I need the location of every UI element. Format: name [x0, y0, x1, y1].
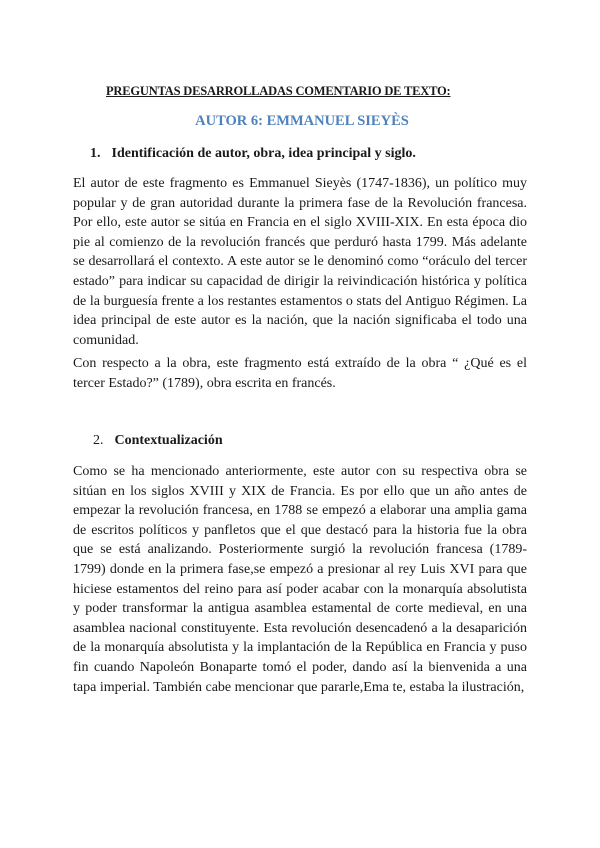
- section-2-heading: [93, 433, 223, 449]
- section-2-title: Contextualización: [114, 433, 223, 448]
- section-2-number: 2.: [93, 433, 104, 448]
- section-1-title: Identificación de autor, obra, idea principal y siglo.: [111, 146, 416, 161]
- main-title: PREGUNTAS DESARROLLADAS COMENTARIO DE TEXTO:: [106, 84, 451, 98]
- author-title: AUTOR 6: EMMANUEL SIEYÈS: [195, 113, 409, 129]
- section-2-paragraph-1: Como se ha mencionado anteriormente, este autor con su respectiva obra se sitúan en los siglos XVIII y XIX de Francia. Es por ello que un año antes de empezar la revolución francesa, en 1788 se empezó a elaborar una amplia gama de escritos políticos y panfletos que el que destacó para la historia fue la obra que se está analizando. Posteriormente surgió la revolución francesa (1789-1799) donde en la primera fase,se empezó a presionar al rey Luis XVI para que hiciese estamentos del reino para así poder acabar con la monarquía absolutista y poder transformar la antigua asamblea estamental de corte medieval, en una asamblea nacional constituyente. Esta revolución desencadenó a la desaparición de la monarquía absolutista y la implantación de la República en Francia y puso fin cuando Napoleón Bonaparte tomó el poder, dando así la bienvenida a una tapa imperial. También cabe mencionar que pararle,Ema te, estaba la ilustración,: [73, 464, 527, 695]
- section-1-paragraph-1: El autor de este fragmento es Emmanuel Sieyès (1747-1836), un político muy popular y de gran autoridad durante la primera fase de la Revolución francesa. Por ello, este autor se sitúa en Francia en el siglo XVIII-XIX. En esta época dio pie al comienzo de la revolución francés que perduró hasta 1799. Más adelante se desarrollará el contexto. A este autor se le denominó como “oráculo del tercer estado” para indicar su capacidad de dirigir la reivindicación histórica y política de la burguesía frente a los restantes estamentos o stats del Antiguo Régimen. La idea principal de este autor es la nación, que la nación significaba el todo una comunidad.: [73, 176, 527, 348]
- section-1-number: 1.: [90, 146, 101, 161]
- section-1-heading: [90, 146, 416, 162]
- section-1-paragraph-2: Con respecto a la obra, este fragmento está extraído de la obra “ ¿Qué es el tercer Estado?” (1789), obra escrita en francés.: [73, 356, 527, 391]
